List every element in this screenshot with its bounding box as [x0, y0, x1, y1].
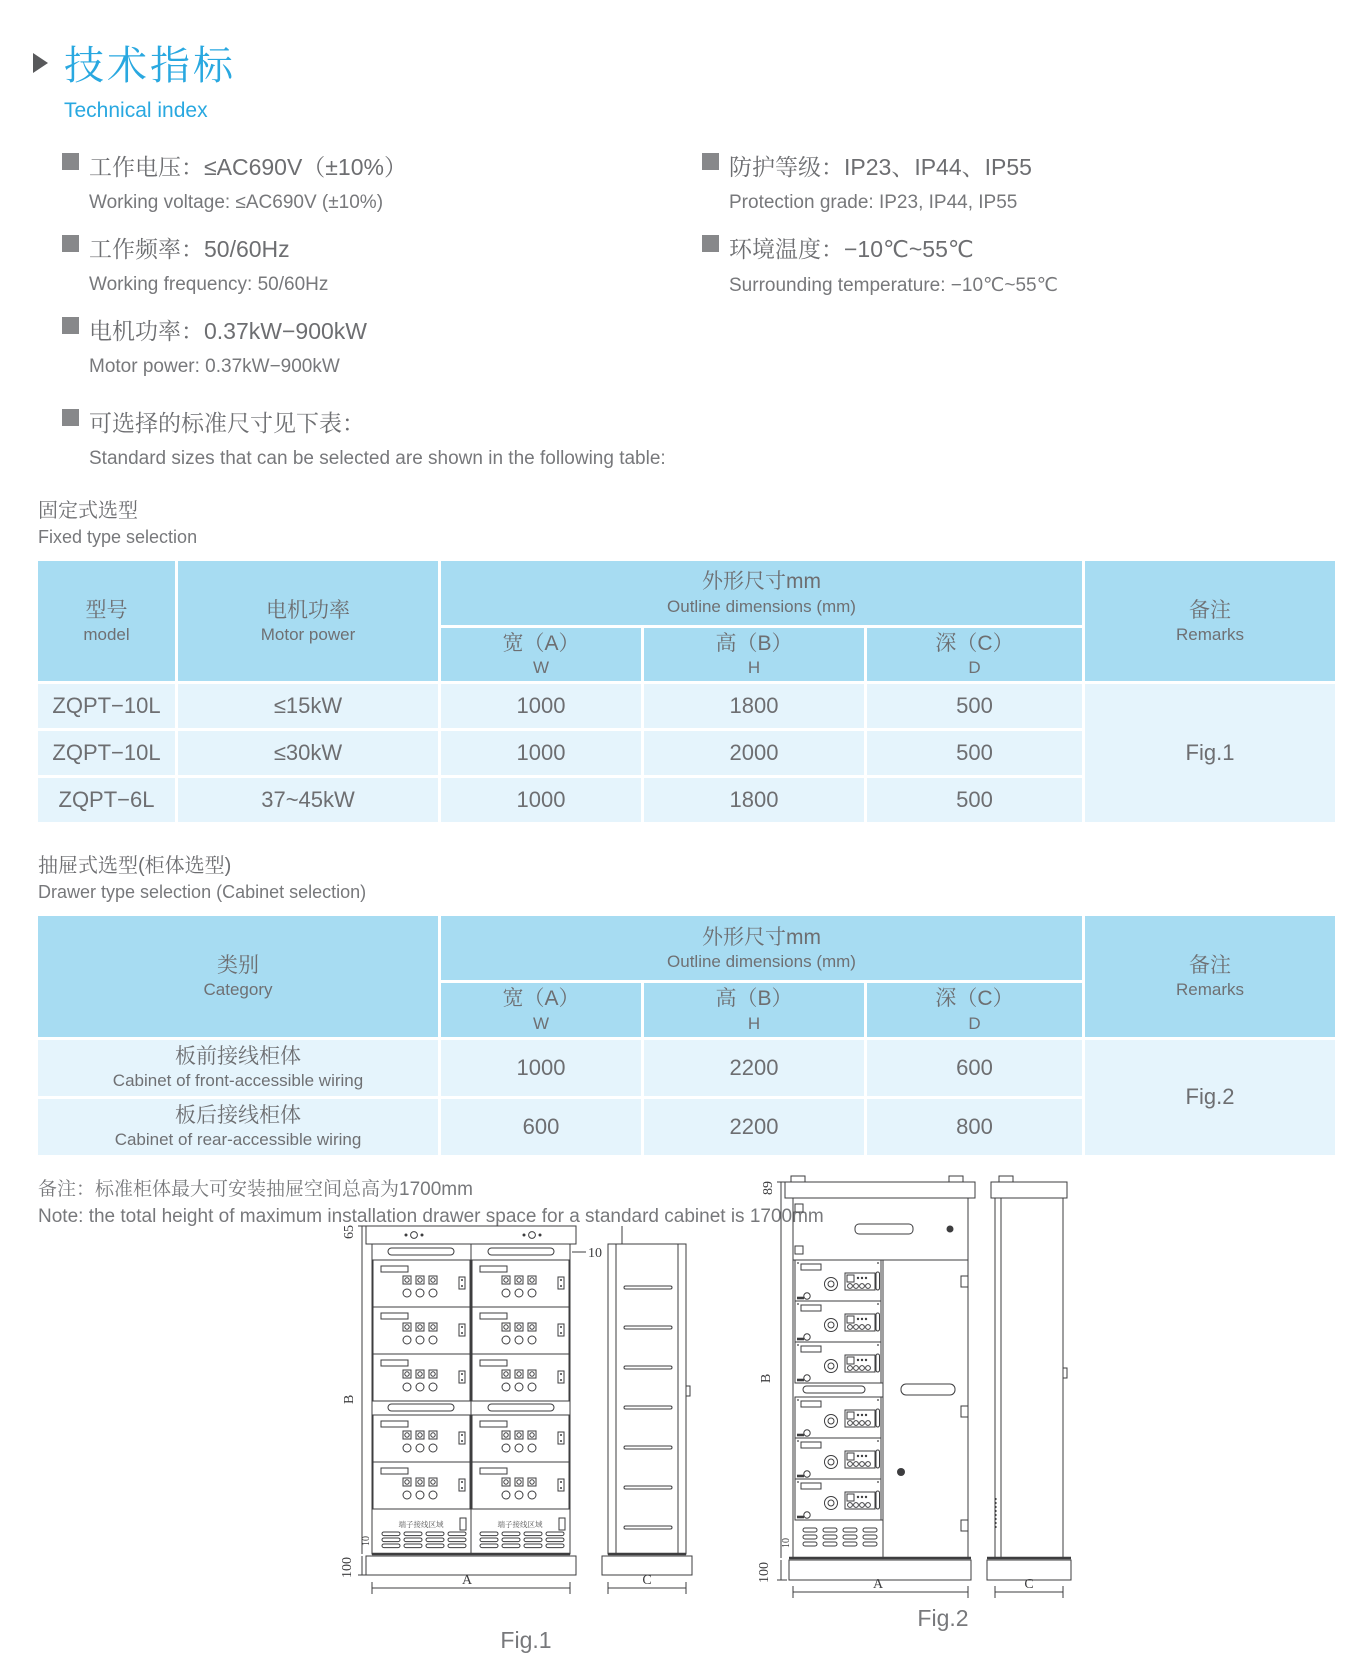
spec-list: [62, 149, 1357, 395]
header-dims-en: Outline dimensions (mm): [667, 596, 856, 616]
table-header-row: [38, 916, 1335, 980]
header-width: [441, 983, 641, 1036]
table-row: [38, 1040, 1335, 1096]
cell-width: 600: [441, 1099, 641, 1155]
cell-category-en: Cabinet of rear-accessible wiring: [114, 1130, 362, 1150]
spec-en-text: Standard sizes that can be selected are shown in the following table:: [89, 448, 666, 469]
spec-surrounding-temperature: [702, 231, 1322, 297]
cell-width: 1000: [441, 731, 641, 775]
fig2-dim-vent: 10: [781, 1538, 792, 1548]
fig2-dim-depth: C: [1024, 1577, 1034, 1592]
header-model-en: model: [83, 624, 130, 644]
header-depth-zh: 深（C）: [935, 987, 1014, 1011]
drawer-type-table: [35, 913, 1338, 1157]
cell-height: 1800: [644, 684, 864, 728]
section-arrow-icon: [33, 53, 48, 73]
header-width-en: W: [532, 658, 550, 678]
header-depth-en: D: [968, 658, 981, 678]
fig1-dim-top-gap: 10: [588, 1246, 602, 1261]
spec-motor-power: [62, 313, 702, 378]
cell-power: 37~45kW: [178, 778, 438, 822]
fixed-type-label-en: Fixed type selection: [38, 527, 198, 547]
cell-remark-fig1: Fig.1: [1085, 684, 1335, 822]
cell-depth: 500: [867, 684, 1082, 728]
cell-depth: 500: [867, 731, 1082, 775]
spec-working-voltage: [62, 149, 702, 214]
cell-category-zh: 板后接线柜体: [175, 1104, 301, 1128]
cell-power: ≤30kW: [178, 731, 438, 775]
header-power-zh: 电机功率: [266, 598, 350, 622]
spec-zh-text: 电机功率：0.37kW−900kW: [89, 318, 367, 344]
header-remarks: [1085, 916, 1335, 1036]
bullet-square-icon: [702, 235, 719, 252]
cell-remark-fig2: Fig.2: [1085, 1040, 1335, 1155]
cell-width: 1000: [441, 684, 641, 728]
fig2-front-view: [789, 1198, 971, 1558]
header-depth-en: D: [968, 1013, 981, 1033]
fig1-dim-height: B: [342, 1394, 357, 1404]
table-header-row: [38, 561, 1335, 625]
cell-height: 1800: [644, 778, 864, 822]
cell-model: ZQPT−6L: [38, 778, 175, 822]
cell-category-front-wiring: [38, 1040, 438, 1096]
header-depth-zh: 深（C）: [935, 632, 1014, 655]
cell-category-rear-wiring: [38, 1099, 438, 1155]
fig1-terminal-area-label: 端子接线区域: [497, 1520, 543, 1529]
header-model-zh: 型号: [85, 598, 128, 622]
cell-height: 2000: [644, 731, 864, 775]
header-model: [38, 561, 175, 681]
drawer-type-label-en: Drawer type selection (Cabinet selection): [38, 882, 367, 903]
header-motor-power: [178, 561, 438, 681]
spec-zh-text: 工作电压：≤AC690V（±10%）: [89, 154, 407, 180]
header-height-en: H: [747, 658, 761, 678]
fig1-cabinet-drawing: [336, 1186, 696, 1660]
table-row: [38, 684, 1335, 728]
spec-en-text: Working frequency: 50/60Hz: [89, 274, 329, 295]
fig1-dim-depth: C: [642, 1573, 652, 1588]
fig1-dim-vent: 10: [361, 1536, 372, 1546]
cell-category-zh: 板前接线柜体: [175, 1045, 301, 1069]
bullet-square-icon: [62, 153, 79, 170]
header-height-en: H: [747, 1013, 761, 1033]
header-dims-zh: 外形尺寸mm: [702, 925, 821, 949]
fig1-dim-cap: 65: [342, 1225, 357, 1239]
cell-depth: 800: [867, 1099, 1082, 1155]
spec-protection-grade: [702, 149, 1322, 214]
header-height: [644, 983, 864, 1036]
fig2-caption: Fig.2: [917, 1605, 969, 1631]
fig1-dim-plinth: 100: [340, 1557, 355, 1578]
header-width: [441, 628, 641, 681]
spec-en-text: Working voltage: ≤AC690V (±10%): [89, 192, 384, 213]
header-remarks-en: Remarks: [1175, 624, 1244, 644]
fig1-side-view: [602, 1226, 692, 1575]
spec-en-text: Motor power: 0.37kW−900kW: [89, 356, 340, 377]
spec-zh-text: 环境温度：−10℃~55℃: [729, 236, 974, 262]
fig2-cabinet-drawing: [703, 1168, 1083, 1648]
fig1-terminal-area-label: 端子接线区域: [398, 1520, 444, 1529]
spec-en-text: Protection grade: IP23, IP44, IP55: [729, 192, 1018, 213]
fig1-dim-width: A: [461, 1573, 473, 1588]
header-dims-en: Outline dimensions (mm): [667, 951, 856, 971]
cell-model: ZQPT−10L: [38, 684, 175, 728]
fig2-dim-height: B: [759, 1373, 774, 1383]
header-width-en: W: [532, 1013, 550, 1033]
note-zh: 备注：标准柜体最大可安装抽屉空间总高为1700mm: [38, 1178, 473, 1200]
header-remarks-zh: 备注: [1189, 953, 1231, 977]
header-dims-zh: 外形尺寸mm: [702, 570, 821, 594]
header-depth: [867, 983, 1082, 1036]
header-height-zh: 高（B）: [715, 987, 793, 1011]
header-outline-dimensions: [441, 916, 1082, 980]
fixed-type-table: [35, 558, 1338, 825]
spec-column-left: [62, 149, 702, 395]
bullet-square-icon: [62, 317, 79, 334]
cell-depth: 500: [867, 778, 1082, 822]
cell-height: 2200: [644, 1040, 864, 1096]
header-width-zh: 宽（A）: [502, 987, 580, 1011]
fixed-type-label: [38, 494, 1357, 548]
drawer-type-label: [38, 849, 1357, 903]
header-category-en: Category: [203, 980, 273, 1000]
cell-power: ≤15kW: [178, 684, 438, 728]
header-remarks: [1085, 561, 1335, 681]
header-power-en: Motor power: [260, 624, 356, 644]
fig2-dim-cap: 89: [761, 1181, 776, 1195]
drawer-type-label-zh: 抽屉式选型(柜体选型): [38, 855, 232, 878]
fig1-top-cap: [366, 1226, 576, 1244]
fig2-top-cap: [785, 1176, 975, 1198]
figures-area: [0, 1158, 1357, 1658]
header-height: [644, 628, 864, 681]
cell-height: 2200: [644, 1099, 864, 1155]
header-category: [38, 916, 438, 1036]
note-en: Note: the total height of maximum installation drawer space for a standard cabinet is 1700mm: [38, 1205, 824, 1227]
cell-depth: 600: [867, 1040, 1082, 1096]
fixed-type-label-zh: 固定式选型: [38, 500, 138, 522]
spec-zh-text: 工作频率：50/60Hz: [89, 236, 290, 262]
cell-model: ZQPT−10L: [38, 731, 175, 775]
spec-zh-text: 防护等级：IP23、IP44、IP55: [729, 154, 1032, 180]
cell-category-en: Cabinet of front-accessible wiring: [112, 1071, 364, 1091]
fig1-caption: Fig.1: [500, 1627, 552, 1653]
bullet-square-icon: [702, 153, 719, 170]
header-depth: [867, 628, 1082, 681]
header-width-zh: 宽（A）: [502, 632, 580, 655]
header-remarks-zh: 备注: [1189, 598, 1231, 622]
spec-zh-text: 可选择的标准尺寸见下表：: [89, 410, 365, 436]
spec-column-right: [702, 149, 1322, 395]
page-header: [0, 0, 1357, 91]
fig2-dim-plinth: 100: [757, 1562, 772, 1583]
cell-width: 1000: [441, 778, 641, 822]
header-outline-dimensions: [441, 561, 1082, 625]
header-height-zh: 高（B）: [715, 632, 793, 655]
fig2-side-view: [987, 1176, 1071, 1580]
bullet-square-icon: [62, 409, 79, 426]
page-title-en: Technical index: [64, 99, 208, 122]
page-title-zh: 技术指标: [64, 44, 236, 88]
fig1-front-view: [372, 1244, 570, 1554]
fig2-dim-width: A: [872, 1577, 884, 1592]
header-remarks-en: Remarks: [1175, 980, 1244, 1000]
spec-en-text: Surrounding temperature: −10℃~55℃: [729, 275, 1058, 296]
cell-width: 1000: [441, 1040, 641, 1096]
bullet-square-icon: [62, 235, 79, 252]
spec-table-intro: [62, 405, 1357, 470]
spec-working-frequency: [62, 231, 702, 296]
header-category-zh: 类别: [217, 953, 259, 977]
